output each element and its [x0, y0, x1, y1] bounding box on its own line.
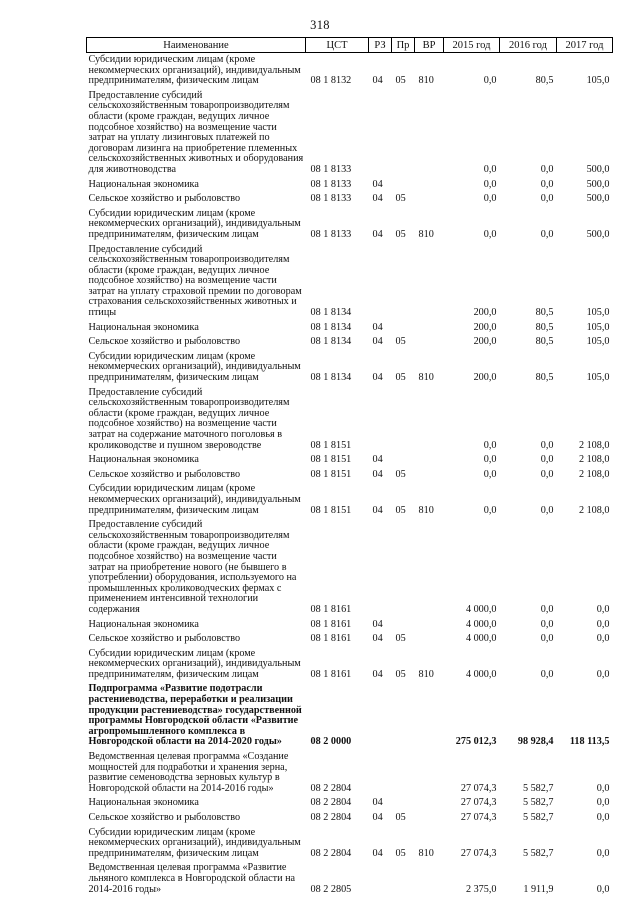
row-value-2016: 0,0	[540, 603, 554, 615]
row-pr	[392, 796, 415, 811]
row-value-2016: 80,5	[535, 321, 554, 333]
row-vr	[415, 618, 444, 633]
row-rz	[369, 861, 392, 897]
row-name: Субсидии юридическим лицам (кроме некоммерческих организаций), индивидуальным предпринимателям, физическим лицам	[88, 483, 301, 516]
row-rz	[369, 750, 392, 796]
row-name: Национальная экономика	[88, 454, 199, 466]
row-cst: 08 1 8133	[310, 228, 352, 240]
row-pr	[392, 618, 415, 633]
row-cst: 08 1 8151	[310, 439, 352, 451]
row-value-2017: 500,0	[586, 228, 610, 240]
row-name: Субсидии юридическим лицам (кроме некоммерческих организаций), индивидуальным предпринимателям, физическим лицам	[88, 207, 301, 240]
row-pr	[392, 453, 415, 468]
table-body	[87, 53, 613, 898]
row-value-2017: 0,0	[596, 633, 610, 645]
row-vr	[415, 453, 444, 468]
row-rz	[369, 243, 392, 321]
row-name: Ведомственная целевая программа «Создание мощностей для подработки и хранения зерна, развитие семеноводства зерновых культур в Новгородской области на 2014-2016 годы»	[88, 751, 289, 794]
row-value-2015: 27 074,3	[460, 782, 497, 794]
column-header-vr: ВР	[415, 38, 444, 53]
row-value-2017: 0,0	[596, 812, 610, 823]
row-value-2015: 2 375,0	[465, 883, 497, 895]
row-name: Предоставление субсидий сельскохозяйственным товаропроизводителям области (кроме граждан, ведущих личное подсобное хозяйство) на возмещение части затрат на уплату лизинговых платежей по договорам лизинга на приобретение племенных сельскохозяйственных животных и оборудования для животноводства	[88, 89, 304, 175]
row-cst: 08 1 8151	[310, 468, 352, 480]
row-pr	[392, 861, 415, 897]
row-value-2017: 105,0	[586, 75, 610, 87]
row-value-2015: 0,0	[483, 163, 497, 175]
row-vr	[415, 750, 444, 796]
table-row	[87, 811, 613, 826]
row-cst: 08 1 8161	[310, 668, 352, 680]
row-value-2015: 200,0	[473, 372, 497, 384]
row-cst: 08 1 8151	[310, 454, 352, 466]
row-cst: 08 1 8134	[310, 307, 352, 319]
row-rz: 04	[372, 633, 383, 645]
row-name: Национальная экономика	[88, 797, 199, 809]
row-pr: 05	[395, 228, 406, 240]
row-name: Национальная экономика	[88, 178, 199, 190]
row-value-2015: 0,0	[483, 228, 497, 240]
row-vr	[415, 335, 444, 350]
row-rz: 04	[372, 797, 383, 809]
row-value-2017: 105,0	[586, 307, 610, 319]
row-pr: 05	[395, 504, 406, 516]
row-name: Подпрограмма «Развитие подотрасли растениеводства, переработки и реализации продукции растениеводства» государственной программы Новгородской области «Развитие агропромышленного комплекса в Новгородской области на 2014-2020 годы»	[88, 683, 302, 748]
row-value-2015: 0,0	[483, 193, 497, 205]
row-value-2017: 105,0	[586, 372, 610, 384]
row-value-2015: 0,0	[483, 454, 497, 466]
row-value-2016: 0,0	[540, 228, 554, 240]
row-cst: 08 1 8161	[310, 603, 352, 615]
row-value-2017: 500,0	[586, 178, 610, 190]
row-vr	[415, 468, 444, 483]
row-rz: 04	[372, 847, 383, 859]
row-cst: 08 1 8133	[310, 163, 352, 175]
row-cst: 08 1 8134	[310, 321, 352, 333]
row-name: Субсидии юридическим лицам (кроме некоммерческих организаций), индивидуальным предпринимателям, физическим лицам	[88, 647, 301, 680]
row-value-2017: 2 108,0	[578, 439, 610, 451]
row-value-2017: 105,0	[586, 321, 610, 333]
row-rz: 04	[372, 193, 383, 205]
row-pr	[392, 178, 415, 193]
row-rz: 04	[372, 228, 383, 240]
row-vr	[415, 811, 444, 826]
row-cst: 08 1 8132	[310, 75, 352, 87]
row-value-2016: 80,5	[535, 372, 554, 384]
row-rz: 04	[372, 812, 383, 823]
table-row	[87, 796, 613, 811]
row-value-2015: 27 074,3	[460, 797, 497, 809]
row-value-2016: 0,0	[540, 468, 554, 480]
row-vr: 810	[418, 228, 434, 240]
table-row	[87, 826, 613, 862]
row-vr	[415, 861, 444, 897]
row-value-2017: 0,0	[596, 618, 610, 630]
row-value-2015: 0,0	[483, 468, 497, 480]
column-header-2016: 2016 год	[500, 38, 557, 53]
row-value-2016: 80,5	[535, 336, 554, 348]
table-row	[87, 350, 613, 386]
row-value-2016: 0,0	[540, 668, 554, 680]
row-pr	[392, 518, 415, 617]
table-row	[87, 468, 613, 483]
table-row	[87, 618, 613, 633]
row-value-2015: 0,0	[483, 439, 497, 451]
row-value-2016: 0,0	[540, 439, 554, 451]
row-pr: 05	[395, 847, 406, 859]
row-value-2017: 0,0	[596, 782, 610, 794]
table-row	[87, 53, 613, 89]
table-row	[87, 518, 613, 617]
row-vr: 810	[418, 504, 434, 516]
row-vr	[415, 192, 444, 207]
row-rz: 04	[372, 668, 383, 680]
row-pr	[392, 682, 415, 750]
row-cst: 08 2 2804	[310, 847, 352, 859]
row-name: Национальная экономика	[88, 321, 199, 333]
row-value-2015: 4 000,0	[465, 633, 497, 645]
row-value-2015: 27 074,3	[460, 812, 497, 823]
row-value-2016: 80,5	[535, 75, 554, 87]
column-header-2015: 2015 год	[444, 38, 500, 53]
row-cst: 08 1 8133	[310, 178, 352, 190]
row-value-2015: 275 012,3	[455, 736, 497, 748]
row-cst: 08 2 2805	[310, 883, 352, 895]
row-value-2016: 0,0	[540, 163, 554, 175]
row-cst: 08 2 2804	[310, 782, 352, 794]
table-row	[87, 321, 613, 336]
row-value-2017: 2 108,0	[578, 504, 610, 516]
table-row	[87, 386, 613, 454]
row-pr: 05	[395, 812, 406, 823]
row-value-2017: 0,0	[596, 797, 610, 809]
row-name: Предоставление субсидий сельскохозяйственным товаропроизводителям области (кроме граждан, ведущих личное подсобное хозяйство) на возмещение части затрат на содержание маточного поголовья в кролиководстве и пушном звероводстве	[88, 386, 290, 451]
row-value-2016: 98 928,4	[517, 736, 554, 748]
row-value-2015: 200,0	[473, 321, 497, 333]
row-value-2017: 0,0	[596, 668, 610, 680]
row-pr	[392, 243, 415, 321]
row-cst: 08 1 8161	[310, 618, 352, 630]
row-value-2017: 0,0	[596, 603, 610, 615]
row-pr	[392, 89, 415, 178]
row-value-2015: 27 074,3	[460, 847, 497, 859]
row-cst: 08 2 2804	[310, 797, 352, 809]
row-name: Национальная экономика	[88, 618, 199, 630]
column-header-2017: 2017 год	[557, 38, 613, 53]
row-value-2016: 0,0	[540, 504, 554, 516]
row-vr: 810	[418, 668, 434, 680]
row-rz: 04	[372, 372, 383, 384]
column-header-rz: РЗ	[369, 38, 392, 53]
row-value-2015: 0,0	[483, 178, 497, 190]
row-rz: 04	[372, 178, 383, 190]
row-cst: 08 1 8133	[310, 193, 352, 205]
row-value-2015: 0,0	[483, 75, 497, 87]
row-vr: 810	[418, 75, 434, 87]
row-rz: 04	[372, 321, 383, 333]
row-value-2017: 105,0	[586, 336, 610, 348]
row-vr	[415, 243, 444, 321]
row-rz	[369, 518, 392, 617]
row-value-2015: 4 000,0	[465, 618, 497, 630]
row-rz	[369, 386, 392, 454]
row-value-2016: 0,0	[540, 454, 554, 466]
row-vr	[415, 632, 444, 647]
row-rz	[369, 89, 392, 178]
row-pr: 05	[395, 633, 406, 645]
table-row	[87, 632, 613, 647]
row-pr: 05	[395, 668, 406, 680]
page-number: 318	[310, 18, 330, 32]
row-pr: 05	[395, 193, 406, 205]
row-value-2016: 0,0	[540, 193, 554, 205]
row-rz: 04	[372, 454, 383, 466]
table-row	[87, 647, 613, 683]
row-name: Сельское хозяйство и рыболовство	[88, 633, 241, 645]
row-rz: 04	[372, 75, 383, 87]
table-row	[87, 682, 613, 750]
row-vr: 810	[418, 847, 434, 859]
row-vr	[415, 89, 444, 178]
table-header	[87, 38, 613, 53]
row-value-2015: 200,0	[473, 336, 497, 348]
row-value-2017: 500,0	[586, 163, 610, 175]
row-name: Субсидии юридическим лицам (кроме некоммерческих организаций), индивидуальным предпринимателям, физическим лицам	[88, 826, 301, 859]
row-vr	[415, 178, 444, 193]
row-name: Субсидии юридическим лицам (кроме некоммерческих организаций), индивидуальным предпринимателям, физическим лицам	[88, 54, 301, 87]
row-value-2017: 0,0	[596, 883, 610, 895]
row-vr	[415, 796, 444, 811]
row-name: Субсидии юридическим лицам (кроме некоммерческих организаций), индивидуальным предпринимателям, физическим лицам	[88, 350, 301, 384]
row-value-2016: 5 582,7	[522, 797, 554, 809]
row-value-2016: 1 911,9	[523, 883, 554, 895]
row-pr	[392, 386, 415, 454]
row-name: Сельское хозяйство и рыболовство	[88, 336, 241, 348]
row-value-2017: 2 108,0	[578, 468, 610, 480]
row-vr	[415, 321, 444, 336]
row-pr	[392, 321, 415, 336]
row-vr	[415, 386, 444, 454]
row-rz: 04	[372, 618, 383, 630]
table-row	[87, 89, 613, 178]
table-row	[87, 482, 613, 518]
column-header-pr: Пр	[392, 38, 415, 53]
row-vr	[415, 518, 444, 617]
row-value-2017: 2 108,0	[578, 454, 610, 466]
row-vr	[415, 682, 444, 750]
row-value-2016: 0,0	[540, 633, 554, 645]
row-vr: 810	[418, 372, 434, 384]
row-pr: 05	[395, 336, 406, 348]
row-value-2016: 5 582,7	[522, 812, 554, 823]
row-value-2016: 0,0	[540, 618, 554, 630]
table-row	[87, 750, 613, 796]
row-rz: 04	[372, 504, 383, 516]
row-cst: 08 1 8134	[310, 372, 352, 384]
table-row	[87, 192, 613, 207]
row-value-2017: 118 113,5	[569, 736, 610, 748]
row-cst: 08 2 2804	[310, 812, 352, 823]
row-name: Предоставление субсидий сельскохозяйственным товаропроизводителям области (кроме граждан, ведущих личное подсобное хозяйство) на возмещение части затрат на приобретение нового (не бывшего в употреблении) оборудования, используемого на промышленных кролиководческих фермах с применением интенсивной технологии содержания	[88, 519, 297, 615]
row-value-2016: 5 582,7	[522, 782, 554, 794]
row-pr	[392, 750, 415, 796]
row-name: Ведомственная целевая программа «Развитие льняного комплекса в Новгородской области на 2014-2016 годы»	[88, 862, 296, 895]
table-row	[87, 453, 613, 468]
row-cst: 08 1 8151	[310, 504, 352, 516]
row-value-2016: 5 582,7	[522, 847, 554, 859]
row-value-2016: 0,0	[540, 178, 554, 190]
row-cst: 08 2 0000	[310, 736, 352, 748]
column-header-name: Наименование	[87, 38, 306, 53]
row-value-2016: 80,5	[535, 307, 554, 319]
row-name: Сельское хозяйство и рыболовство	[88, 812, 241, 823]
row-rz: 04	[372, 336, 383, 348]
row-rz: 04	[372, 468, 383, 480]
row-name: Сельское хозяйство и рыболовство	[88, 468, 241, 480]
row-name: Предоставление субсидий сельскохозяйственным товаропроизводителям области (кроме граждан, ведущих личное подсобное хозяйство) на возмещение части затрат на уплату страховой премии по договорам страхования сельскохозяйственных животных и птицы	[88, 243, 302, 319]
row-rz	[369, 682, 392, 750]
budget-table	[86, 37, 613, 897]
column-header-cst: ЦСТ	[306, 38, 369, 53]
row-value-2015: 0,0	[483, 504, 497, 516]
row-value-2017: 500,0	[586, 193, 610, 205]
table-row	[87, 335, 613, 350]
row-name: Сельское хозяйство и рыболовство	[88, 193, 241, 205]
row-value-2015: 200,0	[473, 307, 497, 319]
row-cst: 08 1 8161	[310, 633, 352, 645]
row-pr: 05	[395, 468, 406, 480]
row-value-2015: 4 000,0	[465, 668, 497, 680]
table-row	[87, 861, 613, 897]
table-row	[87, 178, 613, 193]
table-row	[87, 243, 613, 321]
row-cst: 08 1 8134	[310, 336, 352, 348]
row-pr: 05	[395, 75, 406, 87]
row-value-2017: 0,0	[596, 847, 610, 859]
row-value-2015: 4 000,0	[465, 603, 497, 615]
table-row	[87, 207, 613, 243]
row-pr: 05	[395, 372, 406, 384]
